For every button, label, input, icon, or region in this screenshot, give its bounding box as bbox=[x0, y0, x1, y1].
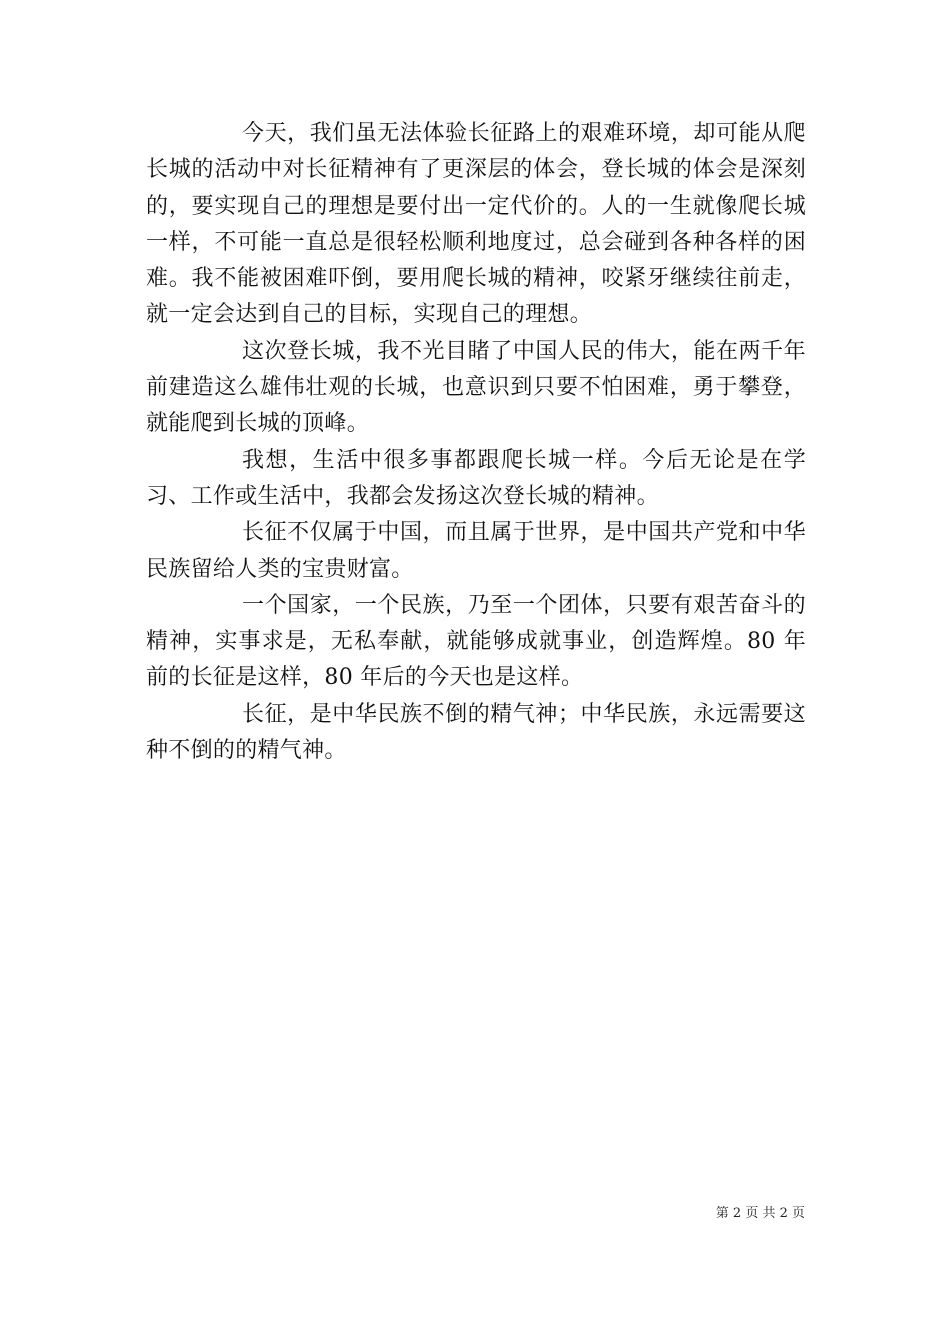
paragraph: 长征不仅属于中国，而且属于世界，是中国共产党和中华民族留给人类的宝贵财富。 bbox=[146, 520, 806, 582]
paragraph: 一个国家，一个民族，乃至一个团体，只要有艰苦奋斗的精神，实事求是，无私奉献，就能够成就事业，创造辉煌。80 年前的长征是这样，80 年后的今天也是这样。 bbox=[146, 592, 806, 691]
paragraph: 这次登长城，我不光目睹了中国人民的伟大，能在两千年前建造这么雄伟壮观的长城，也意识到只要不怕困难，勇于攀登，就能爬到长城的顶峰。 bbox=[146, 338, 806, 437]
page-number-footer: 第 2 页 共 2 页 bbox=[715, 1206, 805, 1221]
paragraph: 长征，是中华民族不倒的精气神；中华民族，永远需要这种不倒的的精气神。 bbox=[146, 701, 806, 764]
paragraph: 今天，我们虽无法体验长征路上的艰难环境，却可能从爬长城的活动中对长征精神有了更深层的体会，登长城的体会是深刻的，要实现自己的理想是要付出一定代价的。人的一生就像爬长城一样，不可能一直总是很轻松顺利地度过，总会碰到各种各样的困难。我不能被困难吓倒，要用爬长城的精神，咬紧牙继续往前走，就一定会达到自己的目标，实现自己的理想。 bbox=[146, 121, 806, 328]
body-text bbox=[146, 116, 806, 769]
paragraph: 我想，生活中很多事都跟爬长城一样。今后无论是在学习、工作或生活中，我都会发扬这次登长城的精神。 bbox=[146, 447, 806, 509]
